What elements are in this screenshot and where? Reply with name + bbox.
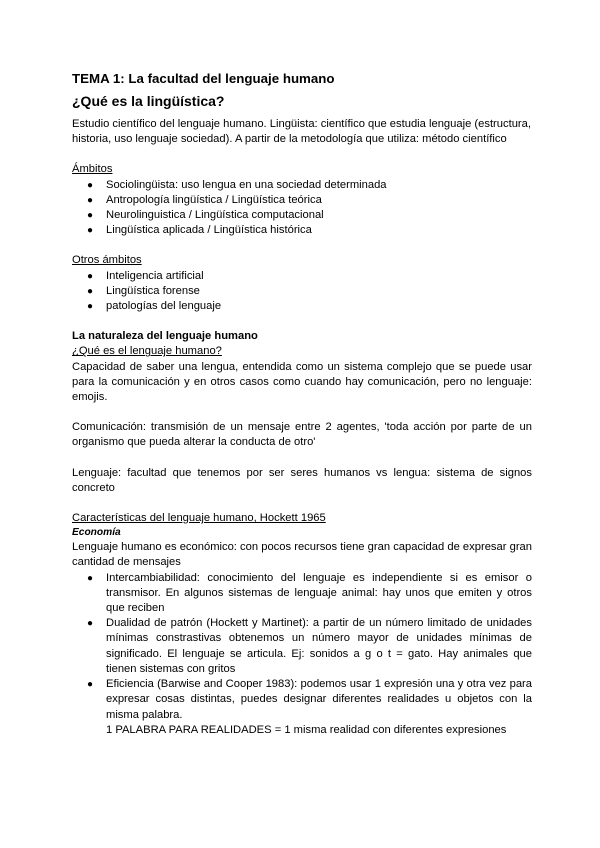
list-item: ● Dualidad de patrón (Hockett y Martinet): a partir de un número limitado de unidades mínimas constrastivas obtenemos un número mayor de unidades mínimas de significado. El lenguaje se articula. Ej: sonidos a g o t = gato. Hay animales que tienen sistemas con gritos: [87, 617, 532, 675]
list-item: ● Inteligencia artificial: [72, 269, 532, 284]
otros-list: [72, 269, 532, 315]
naturaleza-p1: Capacidad de saber una lengua, entendida como un sistema complejo que se puede usar para la comunicación y en otros casos como cuando hay comunicación, pero no lenguaje: emojis.: [72, 360, 532, 404]
naturaleza-question: ¿Qué es el lenguaje humano?: [72, 345, 222, 358]
caracteristicas-list: [72, 571, 532, 738]
caracteristicas-heading: Características del lenguaje humano, Hockett 1965: [72, 512, 326, 525]
otros-heading: Otros ámbitos: [72, 254, 142, 267]
ambitos-heading: Ámbitos: [72, 163, 113, 176]
list-item: ● patologías del lenguaje: [72, 299, 532, 314]
economia-subheading: Economía: [72, 527, 121, 539]
eficiencia-extra: 1 PALABRA PARA REALIDADES = 1 misma realidad con diferentes expresiones: [106, 723, 507, 736]
list-item: ● Lingüística aplicada / Lingüística histórica: [72, 223, 532, 238]
list-item: ● Sociolingüista: uso lengua en una sociedad determinada: [72, 178, 532, 193]
ambitos-list: [72, 178, 532, 239]
bullet-icon: ●: [87, 210, 94, 222]
list-item: ● Neurolinguistica / Lingüística computacional: [72, 208, 532, 223]
bullet-icon: ●: [87, 572, 94, 584]
intro-paragraph: Estudio científico del lenguaje humano. Lingüista: científico que estudia lenguaje (estructura, historia, uso lenguaje sociedad). A partir de la metodología que utiliza: método científico: [72, 118, 531, 146]
doc-title: TEMA 1: La facultad del lenguaje humano: [72, 71, 335, 86]
bullet-icon: ●: [87, 225, 94, 237]
doc-subtitle: ¿Qué es la lingüística?: [72, 93, 225, 109]
bullet-icon: ●: [87, 285, 94, 297]
naturaleza-heading: La naturaleza del lenguaje humano: [72, 330, 258, 343]
bullet-icon: ●: [87, 194, 94, 206]
document-page: [72, 70, 532, 738]
list-item: ● Intercambiabilidad: conocimiento del lenguaje es independiente si es emisor o transmisor. En algunos sistemas de lenguaje animal: hay unos que emiten y otros que reciben: [87, 571, 532, 615]
bullet-icon: ●: [87, 618, 94, 630]
bullet-icon: ●: [87, 179, 94, 191]
bullet-icon: ●: [87, 270, 94, 282]
naturaleza-p3: Lenguaje: facultad que tenemos por ser seres humanos vs lengua: sistema de signos concreto: [72, 466, 532, 494]
naturaleza-p2: Comunicación: transmisión de un mensaje entre 2 agentes, 'toda acción por parte de un organismo que pueda alterar la conducta de otro': [72, 421, 532, 449]
list-item: ● Lingüística forense: [72, 284, 532, 299]
economia-paragraph: Lenguaje humano es económico: con pocos recursos tiene gran capacidad de expresar gran cantidad de mensajes: [72, 541, 532, 569]
list-item: ● Antropología lingüística / Lingüística teórica: [72, 193, 532, 208]
list-item: ● Eficiencia (Barwise and Cooper 1983): podemos usar 1 expresión una y otra vez para expresar cosas distintas, puedes designar diferentes realidades u objetos con la misma palabra. 1 PALABRA PARA REALIDADES = 1 misma realidad con diferentes expresiones: [72, 677, 532, 738]
bullet-icon: ●: [87, 679, 94, 691]
bullet-icon: ●: [87, 301, 94, 313]
